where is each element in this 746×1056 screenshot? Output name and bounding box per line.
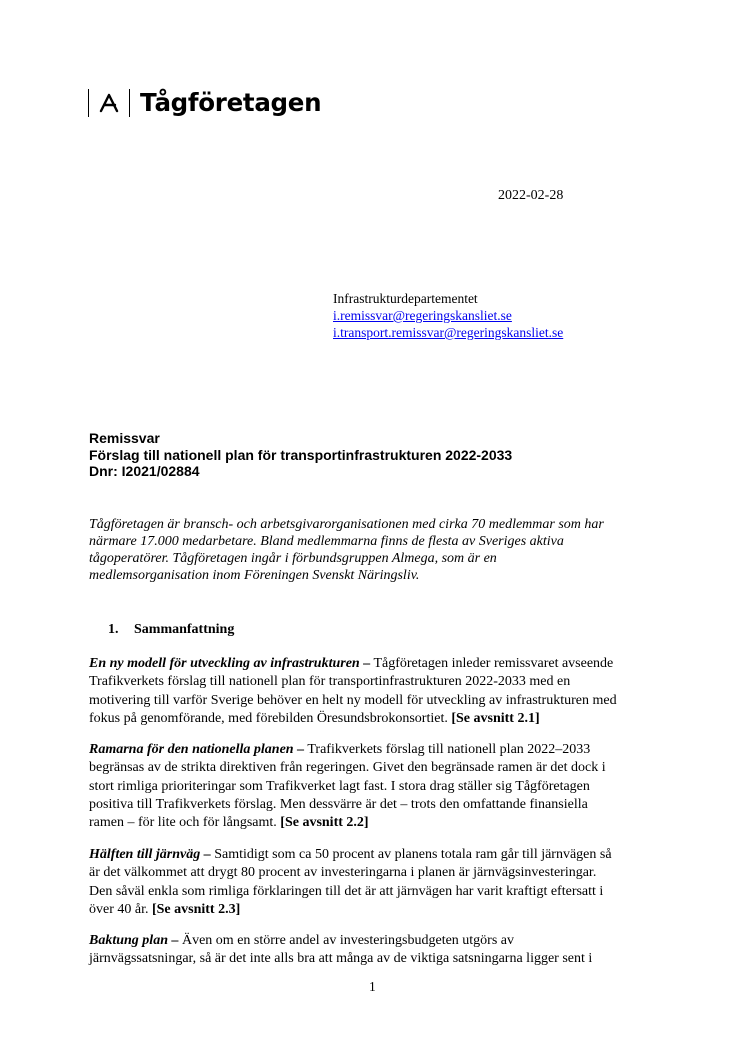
paragraph-line: stort rimliga prioriteringar som Trafikverket lagt fast. I stora drag ställer sig Tågföretagen — [89, 778, 590, 794]
summary-paragraph — [89, 932, 679, 969]
summary-paragraph — [89, 741, 679, 832]
section-reference: [Se avsnitt 2.1] — [451, 710, 540, 726]
section-reference: [Se avsnitt 2.2] — [280, 815, 369, 831]
paragraph-text: fokus på genomförande, med förebilden Öresundsbrokonsortiet. — [89, 710, 452, 726]
heading-dnr: Dnr: I2021/02884 — [89, 463, 200, 479]
paragraph-lead: En ny modell för utveckling av infrastrukturen – — [89, 656, 371, 671]
intro-line: medlemsorganisation inom Föreningen Svenskt Näringsliv. — [89, 568, 420, 583]
section-heading — [108, 622, 234, 638]
summary-paragraph — [89, 655, 679, 728]
paragraph-lead: Hälften till järnväg – — [89, 847, 211, 862]
paragraph-text: järnvägssatsningar, så är det inte alls bra att många av de viktiga satsningarna ligger sent i — [89, 951, 593, 967]
paragraph-lead: Ramarna för den nationella planen – — [89, 742, 305, 757]
recipient-block — [333, 290, 563, 341]
paragraph-text: Även om en större andel av investeringsbudgeten utgörs av — [178, 933, 515, 948]
recipient-email-link-transport[interactable]: i.transport.remissvar@regeringskansliet.se — [333, 325, 564, 340]
paragraph-text: Tågföretagen inleder remissvaret avseende — [370, 656, 614, 671]
section-number: 1. — [108, 622, 119, 637]
paragraph-line: motivering till varför Sverige behöver en helt ny modell för utveckling av infrastrukturen med — [89, 692, 617, 708]
paragraph-line: positiva till Trafikverkets förslag. Men dessvärre är det – trots den omfattande finansiella — [89, 796, 588, 812]
recipient-email-link[interactable]: i.remissvar@regeringskansliet.se — [333, 308, 512, 323]
paragraph-line: Den såväl enkla som rimliga förklaringen till det är att järnvägen har varit kraftigt eftersatt i — [89, 883, 604, 899]
intro-line: närmare 17.000 medarbetare. Bland medlemmarna finns de flesta av Sveriges aktiva — [89, 534, 564, 549]
page-number: 1 — [369, 979, 376, 994]
intro-line: Tågföretagen är bransch- och arbetsgivarorganisationen med cirka 70 medlemmar som har — [89, 517, 604, 532]
organisation-intro — [89, 516, 664, 584]
org-name: Tågföretagen — [140, 88, 322, 117]
org-logo — [88, 86, 321, 120]
heading-type: Remissvar — [89, 430, 160, 446]
paragraph-line: Trafikverkets förslag till nationell plan för transportinfrastrukturen 2022-2033 med en — [89, 674, 571, 690]
paragraph-lead: Baktung plan – — [89, 933, 179, 948]
paragraph-text: Samtidigt som ca 50 procent av planens totala ram går till järnvägen så — [210, 847, 612, 862]
heading-subject: Förslag till nationell plan för transportinfrastrukturen 2022-2033 — [89, 446, 513, 463]
logo-divider-left — [88, 89, 89, 117]
summary-paragraph — [89, 846, 679, 919]
document-heading — [89, 430, 512, 480]
section-reference: [Se avsnitt 2.3] — [151, 901, 241, 917]
document-date: 2022-02-28 — [498, 188, 564, 203]
paragraph-text: över 40 år. — [89, 901, 152, 917]
paragraph-line: är det välkommet att drygt 80 procent av investeringarna i planen är järnvägsinvesteringar. — [89, 865, 597, 881]
almega-a-mark-icon — [98, 92, 120, 114]
paragraph-text: Trafikverkets förslag till nationell plan 2022–2033 — [304, 742, 591, 757]
paragraph-line: begränsas av de strikta direktiven från regeringen. Givet den begränsade ramen är det dock i — [89, 760, 606, 776]
section-title: Sammanfattning — [134, 622, 235, 637]
paragraph-text: ramen – för lite och för långsamt. — [89, 815, 281, 831]
intro-line: tågoperatörer. Tågföretagen ingår i förbundsgruppen Almega, som är en — [89, 551, 497, 566]
recipient-name: Infrastrukturdepartementet — [333, 291, 478, 306]
logo-divider-right — [129, 89, 130, 117]
